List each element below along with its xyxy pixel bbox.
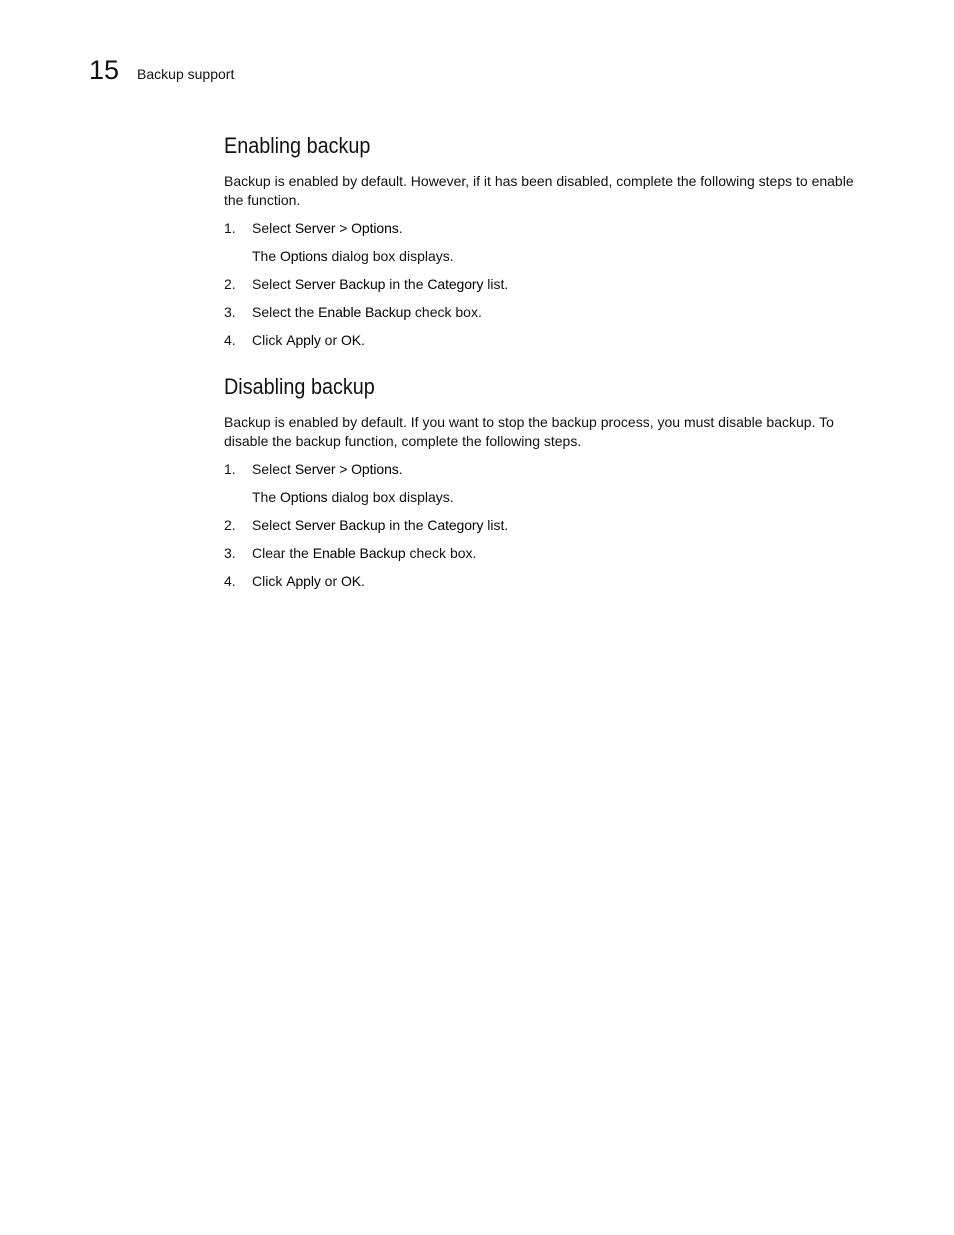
step-text: check box. [411, 304, 482, 320]
step-item [224, 572, 874, 591]
ui-term: Category [427, 517, 484, 533]
section-disabling-backup [224, 369, 874, 591]
ui-term: Options [280, 248, 328, 264]
ui-term: Enable Backup [312, 545, 406, 561]
step-text: . [398, 461, 403, 477]
step-text: in the [385, 276, 428, 292]
step-number: 4. [224, 332, 236, 348]
step-text: Select [252, 517, 295, 533]
note-text: The [252, 248, 281, 264]
step-item [224, 331, 874, 350]
ui-term: Category [427, 276, 484, 292]
step-number: 3. [224, 304, 236, 320]
note-text: The [252, 489, 281, 505]
section-heading: Disabling backup [224, 374, 375, 399]
ui-term: Apply [286, 573, 321, 589]
chapter-title: Backup support [137, 66, 235, 82]
ui-term: OK [341, 573, 362, 589]
step-number: 1. [224, 461, 236, 477]
step-text: list. [483, 517, 509, 533]
step-number: 1. [224, 220, 236, 236]
step-text: . [361, 332, 365, 348]
step-item [224, 303, 874, 322]
step-text: . [361, 573, 365, 589]
step-item [224, 544, 874, 563]
section-heading: Enabling backup [224, 133, 371, 158]
step-text: Select [252, 461, 295, 477]
step-text: in the [385, 517, 428, 533]
ui-term: Apply [286, 332, 321, 348]
section-intro: Backup is enabled by default. If you want to stop the backup process, you must disable backup. To disable the backup function, complete the following steps. [224, 414, 834, 449]
note-text: dialog box displays. [327, 248, 454, 264]
step-note [252, 247, 874, 266]
step-number: 3. [224, 545, 236, 561]
step-text: Select the [252, 304, 319, 320]
step-text: Select [252, 220, 295, 236]
ui-term: Server Backup [294, 517, 386, 533]
step-text: Select [252, 276, 295, 292]
step-item [224, 275, 874, 294]
main-content [224, 128, 874, 610]
ui-term: Server Backup [294, 276, 386, 292]
ui-term: OK [341, 332, 362, 348]
step-list [224, 219, 874, 350]
step-text: check box. [405, 545, 477, 561]
note-text: dialog box displays. [327, 489, 454, 505]
step-number: 2. [224, 276, 236, 292]
ui-term: Server > Options [294, 220, 399, 236]
ui-term: Enable Backup [318, 304, 412, 320]
section-enabling-backup [224, 128, 874, 350]
step-list [224, 460, 874, 591]
step-number: 4. [224, 573, 236, 589]
chapter-number: 15 [89, 55, 120, 85]
section-intro: Backup is enabled by default. However, if it has been disabled, complete the following steps to enable the function. [224, 173, 854, 208]
ui-term: Server > Options [294, 461, 399, 477]
step-text: list. [483, 276, 509, 292]
step-item [224, 460, 874, 507]
ui-term: Options [280, 489, 328, 505]
step-text: Click [252, 332, 287, 348]
step-text: Click [252, 573, 287, 589]
step-text: . [398, 220, 403, 236]
step-text: or [320, 332, 341, 348]
step-text: Clear the [252, 545, 313, 561]
step-item [224, 219, 874, 266]
step-note [252, 488, 874, 507]
step-text: or [320, 573, 341, 589]
step-item [224, 516, 874, 535]
step-number: 2. [224, 517, 236, 533]
page-header [89, 55, 234, 85]
